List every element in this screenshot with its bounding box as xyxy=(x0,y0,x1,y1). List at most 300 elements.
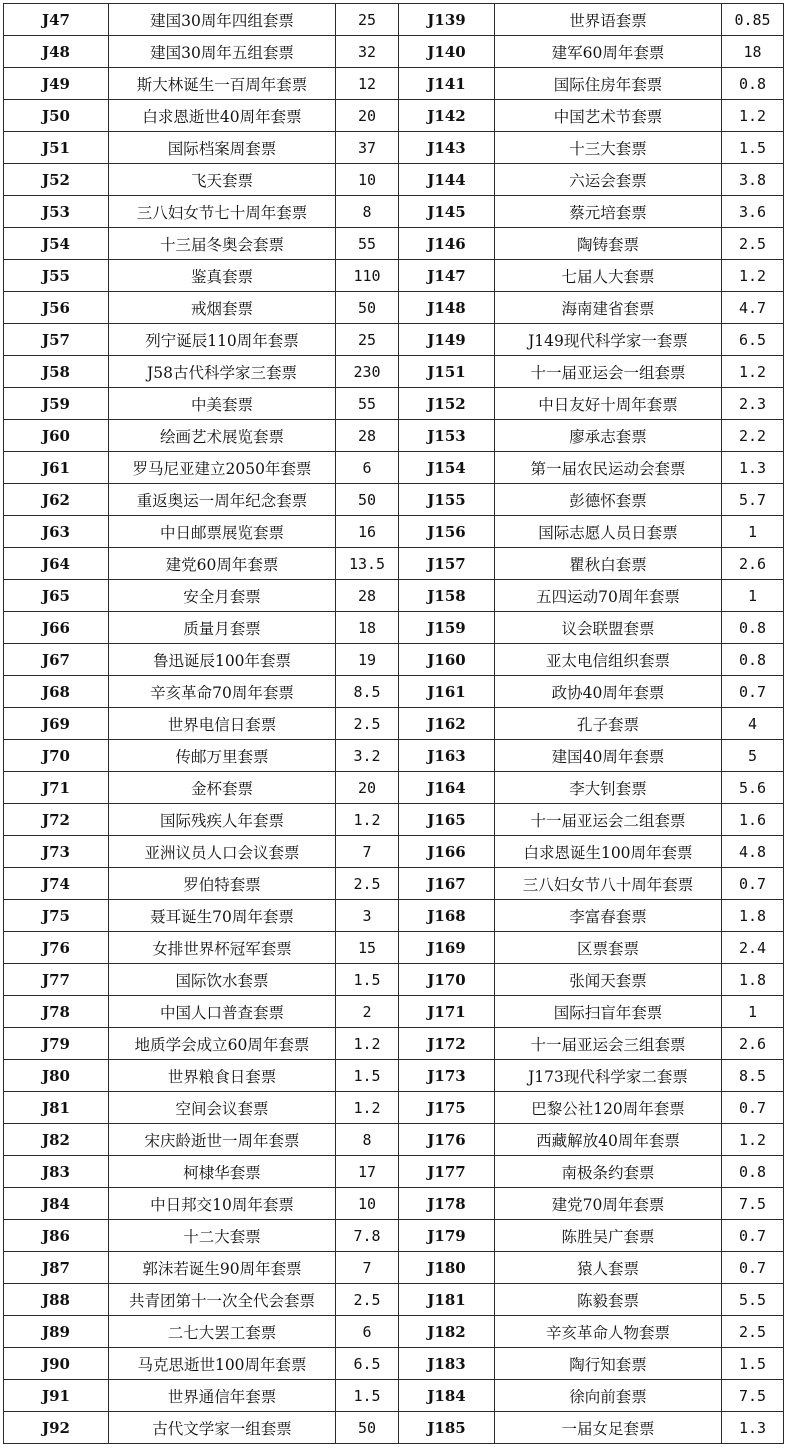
stamp-price-cell: 10 xyxy=(336,164,399,196)
stamp-code-cell: J54 xyxy=(4,228,109,260)
stamp-code-cell: J141 xyxy=(399,68,495,100)
stamp-price-cell: 1.5 xyxy=(722,1348,784,1380)
stamp-code-cell: J178 xyxy=(399,1188,495,1220)
stamp-price-cell: 0.7 xyxy=(722,1092,784,1124)
stamp-name-cell: 李富春套票 xyxy=(495,900,722,932)
stamp-price-cell: 20 xyxy=(336,100,399,132)
stamp-code-cell: J173 xyxy=(399,1060,495,1092)
stamp-code-cell: J75 xyxy=(4,900,109,932)
stamp-code-cell: J58 xyxy=(4,356,109,388)
stamp-name-cell: 飞天套票 xyxy=(109,164,336,196)
stamp-price-cell: 1.5 xyxy=(722,132,784,164)
stamp-code-cell: J55 xyxy=(4,260,109,292)
stamp-price-cell: 50 xyxy=(336,1412,399,1444)
stamp-name-cell: 亚太电信组织套票 xyxy=(495,644,722,676)
stamp-name-cell: 鉴真套票 xyxy=(109,260,336,292)
stamp-name-cell: 古代文学家一组套票 xyxy=(109,1412,336,1444)
stamp-name-cell: 西藏解放40周年套票 xyxy=(495,1124,722,1156)
stamp-code-cell: J148 xyxy=(399,292,495,324)
stamp-price-cell: 1.6 xyxy=(722,804,784,836)
stamp-name-cell: 第一届农民运动会套票 xyxy=(495,452,722,484)
stamp-code-cell: J87 xyxy=(4,1252,109,1284)
stamp-code-cell: J59 xyxy=(4,388,109,420)
stamp-price-cell: 8 xyxy=(336,1124,399,1156)
stamp-price-cell: 3.6 xyxy=(722,196,784,228)
table-row xyxy=(4,1092,784,1124)
stamp-code-cell: J53 xyxy=(4,196,109,228)
stamp-name-cell: 建国30周年四组套票 xyxy=(109,4,336,36)
table-row xyxy=(4,868,784,900)
stamp-price-cell: 0.7 xyxy=(722,676,784,708)
stamp-code-cell: J62 xyxy=(4,484,109,516)
stamp-name-cell: 建党70周年套票 xyxy=(495,1188,722,1220)
stamp-code-cell: J63 xyxy=(4,516,109,548)
stamp-code-cell: J147 xyxy=(399,260,495,292)
table-row xyxy=(4,36,784,68)
stamp-name-cell: 李大钊套票 xyxy=(495,772,722,804)
stamp-code-cell: J64 xyxy=(4,548,109,580)
stamp-code-cell: J71 xyxy=(4,772,109,804)
table-row xyxy=(4,644,784,676)
stamp-price-cell: 7.5 xyxy=(722,1188,784,1220)
stamp-price-cell: 2.6 xyxy=(722,1028,784,1060)
stamp-price-cell: 17 xyxy=(336,1156,399,1188)
stamp-price-cell: 55 xyxy=(336,388,399,420)
stamp-price-cell: 6 xyxy=(336,452,399,484)
stamp-code-cell: J185 xyxy=(399,1412,495,1444)
stamp-price-cell: 16 xyxy=(336,516,399,548)
stamp-price-cell: 1.2 xyxy=(336,1028,399,1060)
stamp-price-cell: 0.7 xyxy=(722,1252,784,1284)
stamp-code-cell: J169 xyxy=(399,932,495,964)
stamp-code-cell: J83 xyxy=(4,1156,109,1188)
stamp-code-cell: J143 xyxy=(399,132,495,164)
table-row xyxy=(4,1316,784,1348)
stamp-price-cell: 5.7 xyxy=(722,484,784,516)
stamp-name-cell: 辛亥革命人物套票 xyxy=(495,1316,722,1348)
stamp-price-cell: 50 xyxy=(336,292,399,324)
stamp-name-cell: 世界电信日套票 xyxy=(109,708,336,740)
stamp-name-cell: 国际残疾人年套票 xyxy=(109,804,336,836)
stamp-code-cell: J166 xyxy=(399,836,495,868)
stamp-code-cell: J146 xyxy=(399,228,495,260)
stamp-code-cell: J145 xyxy=(399,196,495,228)
stamp-code-cell: J157 xyxy=(399,548,495,580)
stamp-price-cell: 50 xyxy=(336,484,399,516)
stamp-price-cell: 25 xyxy=(336,4,399,36)
table-row xyxy=(4,1220,784,1252)
stamp-price-cell: 8.5 xyxy=(722,1060,784,1092)
stamp-code-cell: J155 xyxy=(399,484,495,516)
stamp-name-cell: 建国40周年套票 xyxy=(495,740,722,772)
stamp-name-cell: 五四运动70周年套票 xyxy=(495,580,722,612)
stamp-name-cell: 金杯套票 xyxy=(109,772,336,804)
stamp-name-cell: 罗马尼亚建立2050年套票 xyxy=(109,452,336,484)
stamp-name-cell: 重返奥运一周年纪念套票 xyxy=(109,484,336,516)
table-row xyxy=(4,1252,784,1284)
stamp-name-cell: 十一届亚运会二组套票 xyxy=(495,804,722,836)
stamp-price-cell: 1 xyxy=(722,996,784,1028)
stamp-name-cell: 蔡元培套票 xyxy=(495,196,722,228)
table-row xyxy=(4,612,784,644)
stamp-name-cell: 政协40周年套票 xyxy=(495,676,722,708)
stamp-code-cell: J159 xyxy=(399,612,495,644)
stamp-name-cell: 三八妇女节八十周年套票 xyxy=(495,868,722,900)
stamp-name-cell: 陈胜吴广套票 xyxy=(495,1220,722,1252)
stamp-name-cell: 徐向前套票 xyxy=(495,1380,722,1412)
stamp-price-cell: 28 xyxy=(336,420,399,452)
stamp-price-cell: 1.8 xyxy=(722,964,784,996)
stamp-price-cell: 2 xyxy=(336,996,399,1028)
stamp-name-cell: 南极条约套票 xyxy=(495,1156,722,1188)
stamp-price-cell: 37 xyxy=(336,132,399,164)
stamp-price-cell: 3.2 xyxy=(336,740,399,772)
stamp-price-cell: 1.2 xyxy=(336,804,399,836)
stamp-price-cell: 2.5 xyxy=(336,1284,399,1316)
stamp-code-cell: J66 xyxy=(4,612,109,644)
stamp-name-cell: 世界语套票 xyxy=(495,4,722,36)
stamp-name-cell: 聂耳诞生70周年套票 xyxy=(109,900,336,932)
stamp-code-cell: J69 xyxy=(4,708,109,740)
table-row xyxy=(4,1348,784,1380)
table-row xyxy=(4,420,784,452)
stamp-code-cell: J182 xyxy=(399,1316,495,1348)
stamp-price-cell: 7 xyxy=(336,1252,399,1284)
table-row xyxy=(4,548,784,580)
stamp-price-cell: 19 xyxy=(336,644,399,676)
stamp-price-cell: 1.8 xyxy=(722,900,784,932)
stamp-name-cell: 中美套票 xyxy=(109,388,336,420)
stamp-code-cell: J152 xyxy=(399,388,495,420)
stamp-code-cell: J153 xyxy=(399,420,495,452)
stamp-code-cell: J86 xyxy=(4,1220,109,1252)
stamp-price-cell: 1.2 xyxy=(722,1124,784,1156)
stamp-code-cell: J161 xyxy=(399,676,495,708)
table-row xyxy=(4,356,784,388)
stamp-price-cell: 7.5 xyxy=(722,1380,784,1412)
stamp-price-cell: 1.2 xyxy=(722,356,784,388)
table-row xyxy=(4,996,784,1028)
stamp-code-cell: J179 xyxy=(399,1220,495,1252)
stamp-code-cell: J177 xyxy=(399,1156,495,1188)
stamp-code-cell: J84 xyxy=(4,1188,109,1220)
stamp-code-cell: J88 xyxy=(4,1284,109,1316)
stamp-name-cell: 辛亥革命70周年套票 xyxy=(109,676,336,708)
stamp-code-cell: J172 xyxy=(399,1028,495,1060)
stamp-name-cell: 十二大套票 xyxy=(109,1220,336,1252)
stamp-price-cell: 230 xyxy=(336,356,399,388)
stamp-code-cell: J57 xyxy=(4,324,109,356)
stamp-price-cell: 25 xyxy=(336,324,399,356)
stamp-price-cell: 1 xyxy=(722,516,784,548)
table-row xyxy=(4,292,784,324)
table-row xyxy=(4,1156,784,1188)
stamp-price-cell: 4.7 xyxy=(722,292,784,324)
table-row xyxy=(4,100,784,132)
stamp-price-cell: 2.4 xyxy=(722,932,784,964)
stamp-price-cell: 1.5 xyxy=(336,1060,399,1092)
stamp-name-cell: 区票套票 xyxy=(495,932,722,964)
table-row xyxy=(4,228,784,260)
table-row xyxy=(4,900,784,932)
stamp-name-cell: J58古代科学家三套票 xyxy=(109,356,336,388)
stamp-name-cell: 马克思逝世100周年套票 xyxy=(109,1348,336,1380)
table-row xyxy=(4,4,784,36)
table-row xyxy=(4,68,784,100)
stamp-code-cell: J171 xyxy=(399,996,495,1028)
table-row xyxy=(4,1284,784,1316)
table-row xyxy=(4,1188,784,1220)
stamp-code-cell: J156 xyxy=(399,516,495,548)
stamp-code-cell: J167 xyxy=(399,868,495,900)
stamp-name-cell: 十一届亚运会一组套票 xyxy=(495,356,722,388)
stamp-name-cell: 共青团第十一次全代会套票 xyxy=(109,1284,336,1316)
stamp-code-cell: J47 xyxy=(4,4,109,36)
stamp-name-cell: 质量月套票 xyxy=(109,612,336,644)
stamp-price-cell: 1.2 xyxy=(722,100,784,132)
table-row xyxy=(4,324,784,356)
stamp-name-cell: 六运会套票 xyxy=(495,164,722,196)
stamp-price-cell: 110 xyxy=(336,260,399,292)
stamp-code-cell: J170 xyxy=(399,964,495,996)
stamp-name-cell: 二七大罢工套票 xyxy=(109,1316,336,1348)
stamp-price-cell: 0.7 xyxy=(722,1220,784,1252)
stamp-price-table xyxy=(3,3,784,1444)
stamp-price-cell: 28 xyxy=(336,580,399,612)
stamp-name-cell: 三八妇女节七十周年套票 xyxy=(109,196,336,228)
stamp-price-cell: 1.5 xyxy=(336,964,399,996)
stamp-price-cell: 1.3 xyxy=(722,1412,784,1444)
table-row xyxy=(4,708,784,740)
stamp-code-cell: J91 xyxy=(4,1380,109,1412)
stamp-name-cell: 中日邦交10周年套票 xyxy=(109,1188,336,1220)
stamp-name-cell: 中日友好十周年套票 xyxy=(495,388,722,420)
table-body xyxy=(4,4,784,1444)
stamp-code-cell: J80 xyxy=(4,1060,109,1092)
stamp-price-cell: 2.6 xyxy=(722,548,784,580)
stamp-price-cell: 7.8 xyxy=(336,1220,399,1252)
stamp-code-cell: J72 xyxy=(4,804,109,836)
stamp-name-cell: 白求恩逝世40周年套票 xyxy=(109,100,336,132)
stamp-code-cell: J165 xyxy=(399,804,495,836)
stamp-name-cell: 国际扫盲年套票 xyxy=(495,996,722,1028)
stamp-name-cell: 国际饮水套票 xyxy=(109,964,336,996)
stamp-price-cell: 2.2 xyxy=(722,420,784,452)
stamp-code-cell: J144 xyxy=(399,164,495,196)
stamp-code-cell: J81 xyxy=(4,1092,109,1124)
stamp-code-cell: J142 xyxy=(399,100,495,132)
stamp-name-cell: 列宁诞辰110周年套票 xyxy=(109,324,336,356)
stamp-code-cell: J139 xyxy=(399,4,495,36)
stamp-name-cell: 亚洲议员人口会议套票 xyxy=(109,836,336,868)
stamp-name-cell: 传邮万里套票 xyxy=(109,740,336,772)
table-row xyxy=(4,164,784,196)
stamp-code-cell: J154 xyxy=(399,452,495,484)
stamp-name-cell: 绘画艺术展览套票 xyxy=(109,420,336,452)
stamp-code-cell: J73 xyxy=(4,836,109,868)
stamp-name-cell: 宋庆龄逝世一周年套票 xyxy=(109,1124,336,1156)
stamp-name-cell: 海南建省套票 xyxy=(495,292,722,324)
table-row xyxy=(4,740,784,772)
stamp-name-cell: 七届人大套票 xyxy=(495,260,722,292)
stamp-name-cell: 彭德怀套票 xyxy=(495,484,722,516)
stamp-code-cell: J89 xyxy=(4,1316,109,1348)
table-row xyxy=(4,580,784,612)
stamp-price-cell: 6 xyxy=(336,1316,399,1348)
table-row xyxy=(4,1124,784,1156)
stamp-price-cell: 18 xyxy=(336,612,399,644)
stamp-price-cell: 1 xyxy=(722,580,784,612)
stamp-price-cell: 6.5 xyxy=(336,1348,399,1380)
stamp-name-cell: 世界通信年套票 xyxy=(109,1380,336,1412)
stamp-price-cell: 2.5 xyxy=(722,1316,784,1348)
stamp-price-cell: 32 xyxy=(336,36,399,68)
stamp-name-cell: 白求恩诞生100周年套票 xyxy=(495,836,722,868)
stamp-price-cell: 8.5 xyxy=(336,676,399,708)
stamp-code-cell: J78 xyxy=(4,996,109,1028)
stamp-name-cell: 十三届冬奥会套票 xyxy=(109,228,336,260)
stamp-code-cell: J176 xyxy=(399,1124,495,1156)
table-row xyxy=(4,1060,784,1092)
stamp-name-cell: 陶铸套票 xyxy=(495,228,722,260)
stamp-price-cell: 1.3 xyxy=(722,452,784,484)
stamp-name-cell: 郭沫若诞生90周年套票 xyxy=(109,1252,336,1284)
stamp-price-cell: 18 xyxy=(722,36,784,68)
stamp-price-cell: 0.8 xyxy=(722,612,784,644)
stamp-code-cell: J164 xyxy=(399,772,495,804)
stamp-name-cell: 中国艺术节套票 xyxy=(495,100,722,132)
stamp-code-cell: J151 xyxy=(399,356,495,388)
stamp-name-cell: 十一届亚运会三组套票 xyxy=(495,1028,722,1060)
stamp-name-cell: 中日邮票展览套票 xyxy=(109,516,336,548)
stamp-price-cell: 0.8 xyxy=(722,1156,784,1188)
table-row xyxy=(4,196,784,228)
stamp-name-cell: 孔子套票 xyxy=(495,708,722,740)
stamp-price-cell: 0.7 xyxy=(722,868,784,900)
stamp-code-cell: J79 xyxy=(4,1028,109,1060)
stamp-price-cell: 55 xyxy=(336,228,399,260)
stamp-code-cell: J163 xyxy=(399,740,495,772)
stamp-name-cell: 巴黎公社120周年套票 xyxy=(495,1092,722,1124)
stamp-code-cell: J183 xyxy=(399,1348,495,1380)
stamp-price-cell: 12 xyxy=(336,68,399,100)
stamp-price-cell: 13.5 xyxy=(336,548,399,580)
stamp-code-cell: J50 xyxy=(4,100,109,132)
stamp-price-cell: 2.5 xyxy=(336,868,399,900)
stamp-code-cell: J181 xyxy=(399,1284,495,1316)
stamp-price-cell: 7 xyxy=(336,836,399,868)
stamp-name-cell: 鲁迅诞辰100年套票 xyxy=(109,644,336,676)
stamp-name-cell: 十三大套票 xyxy=(495,132,722,164)
stamp-price-cell: 15 xyxy=(336,932,399,964)
stamp-name-cell: 世界粮食日套票 xyxy=(109,1060,336,1092)
table-row xyxy=(4,676,784,708)
stamp-code-cell: J70 xyxy=(4,740,109,772)
stamp-code-cell: J175 xyxy=(399,1092,495,1124)
stamp-name-cell: 猿人套票 xyxy=(495,1252,722,1284)
stamp-price-cell: 3.8 xyxy=(722,164,784,196)
table-row xyxy=(4,452,784,484)
stamp-code-cell: J56 xyxy=(4,292,109,324)
stamp-name-cell: 建国30周年五组套票 xyxy=(109,36,336,68)
stamp-name-cell: 建党60周年套票 xyxy=(109,548,336,580)
stamp-price-cell: 0.8 xyxy=(722,68,784,100)
stamp-price-cell: 8 xyxy=(336,196,399,228)
stamp-code-cell: J160 xyxy=(399,644,495,676)
stamp-code-cell: J49 xyxy=(4,68,109,100)
stamp-name-cell: 女排世界杯冠军套票 xyxy=(109,932,336,964)
stamp-name-cell: 罗伯特套票 xyxy=(109,868,336,900)
table-row xyxy=(4,836,784,868)
stamp-code-cell: J68 xyxy=(4,676,109,708)
stamp-code-cell: J184 xyxy=(399,1380,495,1412)
stamp-name-cell: 柯棣华套票 xyxy=(109,1156,336,1188)
stamp-code-cell: J52 xyxy=(4,164,109,196)
stamp-price-cell: 4 xyxy=(722,708,784,740)
table-row xyxy=(4,388,784,420)
stamp-name-cell: J149现代科学家一套票 xyxy=(495,324,722,356)
stamp-code-cell: J158 xyxy=(399,580,495,612)
stamp-name-cell: J173现代科学家二套票 xyxy=(495,1060,722,1092)
stamp-name-cell: 空间会议套票 xyxy=(109,1092,336,1124)
stamp-price-cell: 3 xyxy=(336,900,399,932)
stamp-price-cell: 0.85 xyxy=(722,4,784,36)
stamp-price-cell: 6.5 xyxy=(722,324,784,356)
stamp-code-cell: J65 xyxy=(4,580,109,612)
stamp-code-cell: J180 xyxy=(399,1252,495,1284)
stamp-price-cell: 1.2 xyxy=(722,260,784,292)
stamp-price-cell: 20 xyxy=(336,772,399,804)
table-row xyxy=(4,804,784,836)
stamp-code-cell: J77 xyxy=(4,964,109,996)
stamp-code-cell: J60 xyxy=(4,420,109,452)
stamp-code-cell: J67 xyxy=(4,644,109,676)
stamp-code-cell: J92 xyxy=(4,1412,109,1444)
table-row xyxy=(4,1380,784,1412)
stamp-code-cell: J76 xyxy=(4,932,109,964)
stamp-price-cell: 2.5 xyxy=(336,708,399,740)
table-row xyxy=(4,260,784,292)
stamp-name-cell: 戒烟套票 xyxy=(109,292,336,324)
stamp-name-cell: 国际住房年套票 xyxy=(495,68,722,100)
stamp-code-cell: J140 xyxy=(399,36,495,68)
stamp-name-cell: 斯大林诞生一百周年套票 xyxy=(109,68,336,100)
stamp-name-cell: 瞿秋白套票 xyxy=(495,548,722,580)
stamp-price-cell: 5 xyxy=(722,740,784,772)
stamp-price-cell: 5.6 xyxy=(722,772,784,804)
stamp-price-cell: 1.5 xyxy=(336,1380,399,1412)
table-row xyxy=(4,772,784,804)
stamp-name-cell: 议会联盟套票 xyxy=(495,612,722,644)
stamp-code-cell: J168 xyxy=(399,900,495,932)
stamp-code-cell: J74 xyxy=(4,868,109,900)
stamp-code-cell: J82 xyxy=(4,1124,109,1156)
stamp-name-cell: 安全月套票 xyxy=(109,580,336,612)
table-row xyxy=(4,964,784,996)
stamp-name-cell: 中国人口普查套票 xyxy=(109,996,336,1028)
stamp-name-cell: 廖承志套票 xyxy=(495,420,722,452)
stamp-code-cell: J61 xyxy=(4,452,109,484)
stamp-code-cell: J51 xyxy=(4,132,109,164)
table-row xyxy=(4,1028,784,1060)
stamp-name-cell: 张闻天套票 xyxy=(495,964,722,996)
stamp-name-cell: 国际志愿人员日套票 xyxy=(495,516,722,548)
table-row xyxy=(4,1412,784,1444)
stamp-code-cell: J149 xyxy=(399,324,495,356)
stamp-price-cell: 10 xyxy=(336,1188,399,1220)
table-row xyxy=(4,484,784,516)
stamp-price-cell: 2.5 xyxy=(722,228,784,260)
